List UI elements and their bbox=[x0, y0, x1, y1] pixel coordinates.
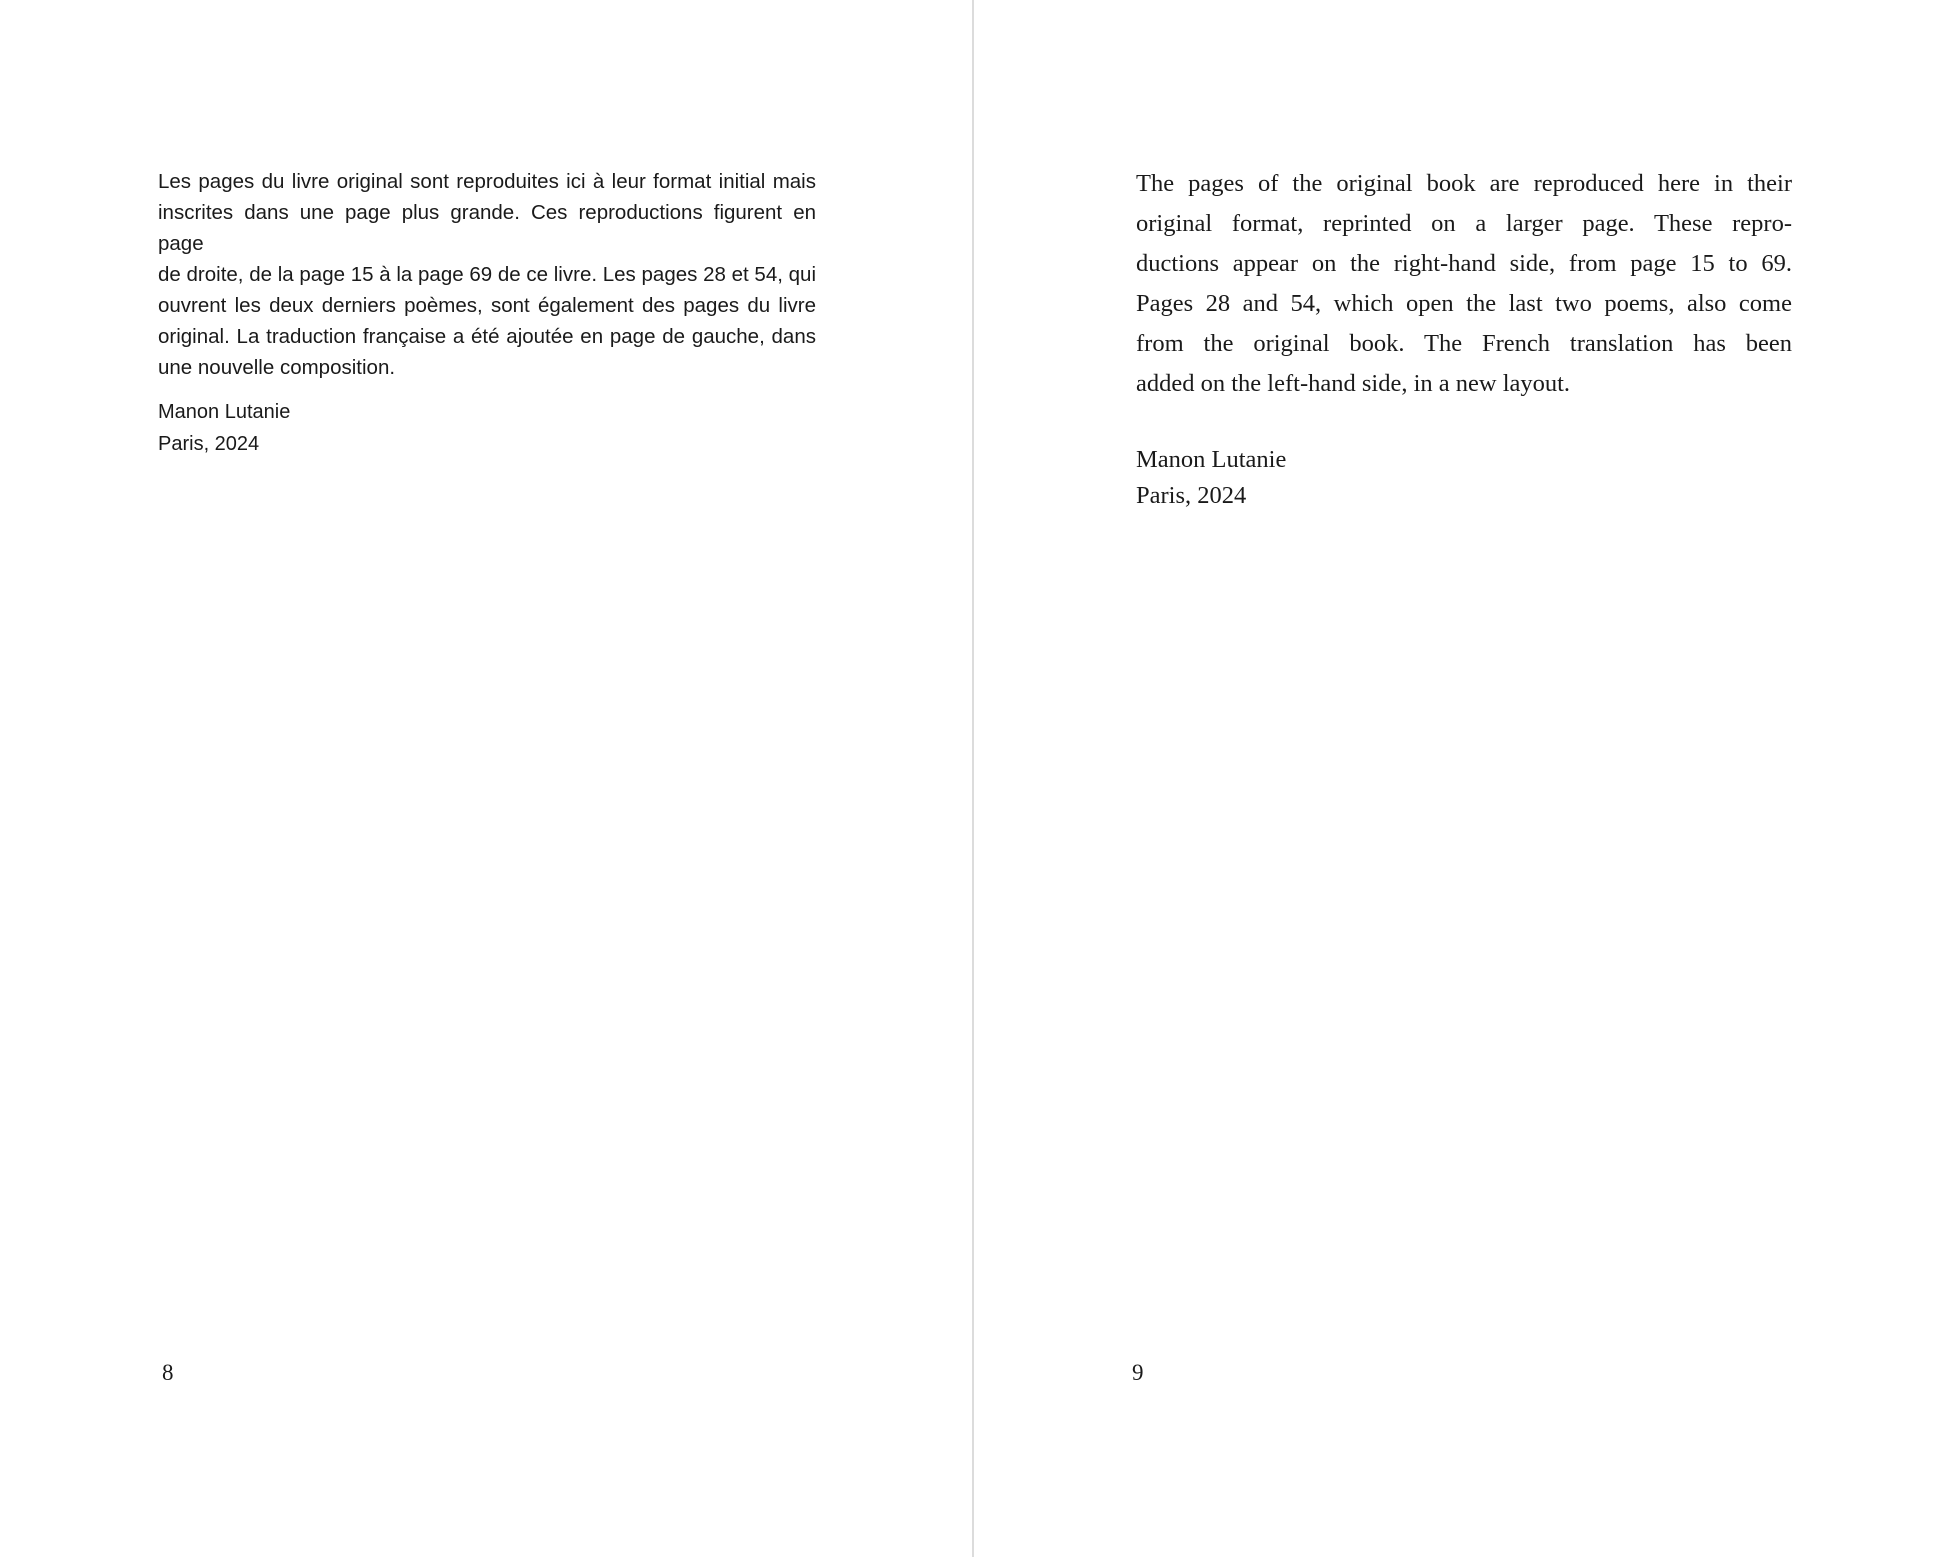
signature-place-date: Paris, 2024 bbox=[1136, 482, 1247, 509]
french-paragraph bbox=[158, 166, 816, 383]
paragraph-line: ductions appear on the right-hand side, from page 15 to 69. bbox=[1136, 250, 1792, 277]
paragraph-line: The pages of the original book are reproduced here in their bbox=[1136, 170, 1792, 197]
signature-place-date: Paris, 2024 bbox=[158, 432, 260, 455]
english-paragraph bbox=[1136, 164, 1792, 404]
paragraph-line: de droite, de la page 15 à la page 69 de ce livre. Les pages 28 et 54, qui bbox=[158, 263, 816, 286]
paragraph-line: Pages 28 and 54, which open the last two poems, also come bbox=[1136, 290, 1792, 317]
page-number-right: 9 bbox=[1132, 1360, 1144, 1385]
signature-name: Manon Lutanie bbox=[1136, 446, 1287, 473]
page-gutter-divider bbox=[972, 0, 974, 1557]
french-signature bbox=[158, 397, 290, 460]
english-signature bbox=[1136, 442, 1286, 514]
paragraph-line: une nouvelle composition. bbox=[158, 356, 396, 379]
paragraph-line: from the original book. The French translation has been bbox=[1136, 330, 1792, 357]
paragraph-line: added on the left-hand side, in a new layout. bbox=[1136, 370, 1571, 397]
paragraph-line: ouvrent les deux derniers poèmes, sont également des pages du livre bbox=[158, 294, 816, 317]
signature-name: Manon Lutanie bbox=[158, 401, 291, 423]
paragraph-line: original. La traduction française a été ajoutée en page de gauche, dans bbox=[158, 325, 816, 348]
paragraph-line: Les pages du livre original sont reproduites ici à leur format initial mais bbox=[158, 170, 816, 193]
paragraph-line: inscrites dans une page plus grande. Ces reproductions figurent en page bbox=[158, 201, 816, 255]
paragraph-line: original format, reprinted on a larger page. These repro- bbox=[1136, 210, 1792, 237]
page-number-left: 8 bbox=[162, 1360, 174, 1385]
